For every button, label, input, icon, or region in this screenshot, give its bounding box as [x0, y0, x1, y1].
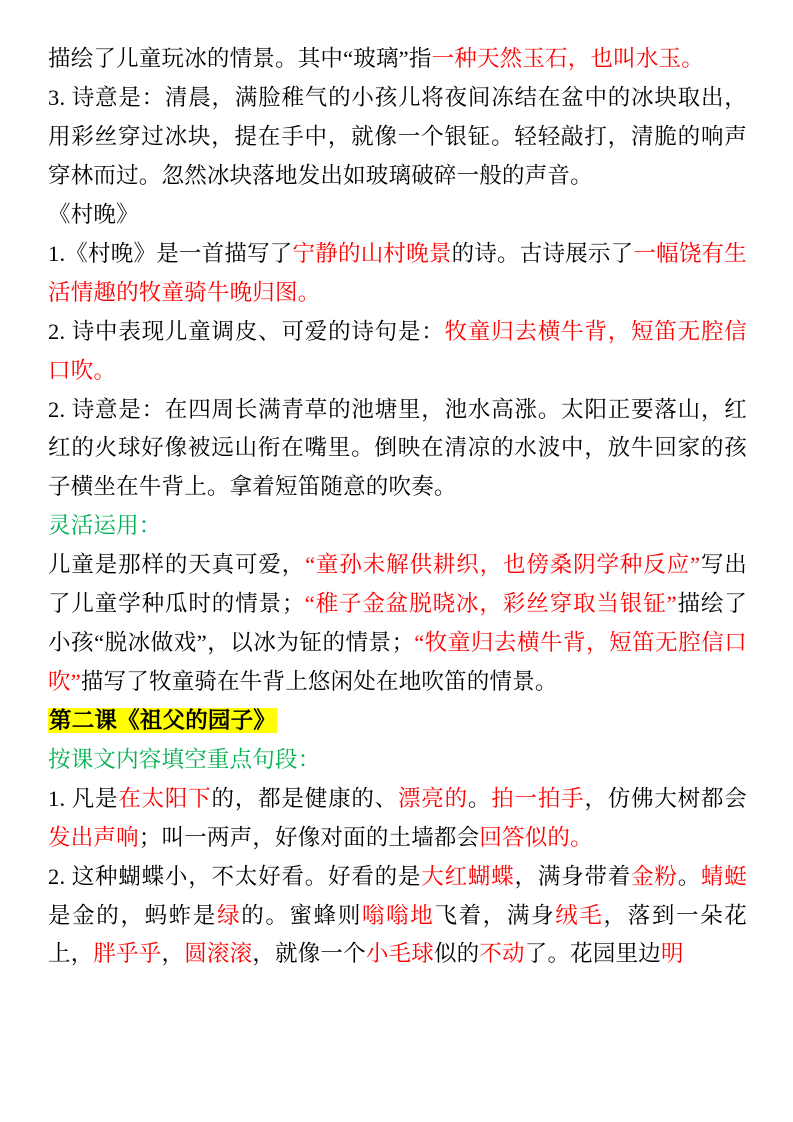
text-run: 明 [660, 941, 684, 967]
text-run: 金粉 [631, 863, 678, 889]
text-run: 嗡嗡地 [361, 902, 435, 928]
paragraph [48, 313, 747, 390]
text-run: 大红蝴蝶 [421, 863, 515, 889]
text-run: 的。蜜蜂则 [241, 902, 362, 928]
text-run: 的，都是健康的、 [211, 786, 398, 812]
paragraph [48, 546, 747, 701]
text-run: 写出了儿童学种瓜时的情景； [48, 552, 748, 617]
text-run: 是金的，蚂蚱是 [48, 902, 218, 928]
paragraph [48, 40, 747, 79]
text-run: 圆滚滚 [184, 941, 253, 967]
text-run: 描写了牧童骑在牛背上悠闲处在地吹笛的情景。 [80, 668, 558, 694]
text-run: 小毛球 [365, 941, 434, 967]
text-run: 描绘了小孩“脱冰做戏”，以冰为钲的情景； [48, 591, 748, 655]
text-run: ，落到一朵花上， [48, 902, 747, 967]
text-run: “童孙未解供耕织，也傍桑阴学种反应” [305, 552, 701, 578]
text-run: 2. 诗意是：在四周长满青草的池塘里，池水高涨。太阳正要落山，红红的火球好像被远山衔在嘴里。倒映在清凉的水波中，放牛回家的孩子横坐在牛背上。拿着短笛随意的吹奏。 [48, 396, 747, 500]
text-run: ，仿佛大树都会 [584, 786, 747, 812]
text-run: 牧童归去横牛背，短笛无腔信口吹。 [48, 318, 747, 383]
text-run: 。 [467, 786, 492, 812]
text-run: ， [161, 941, 185, 967]
paragraph [48, 702, 747, 741]
text-run: 1. 凡是 [48, 786, 119, 812]
text-run: 2. 诗中表现儿童调皮、可爱的诗句是： [48, 318, 445, 344]
text-run: 宁静的山村晚景 [292, 240, 452, 266]
text-run: 不动 [479, 941, 525, 967]
paragraph [48, 235, 747, 312]
text-run: 《村晚》 [48, 201, 139, 227]
text-run: 。 [677, 863, 701, 889]
paragraph [48, 780, 747, 857]
text-run: 灵活运用： [48, 513, 162, 539]
text-run: 胖乎乎 [93, 941, 162, 967]
text-run: 飞着，满身 [434, 902, 556, 928]
text-run: “稚子金盆脱晓冰，彩丝穿取当银钲” [304, 591, 677, 617]
text-run: “牧童归去横牛背，短笛无腔信口吹” [48, 629, 747, 694]
paragraph [48, 507, 747, 546]
text-run: 绿 [217, 902, 242, 928]
text-run: 回答似的。 [479, 824, 593, 850]
text-run: 绒毛 [555, 902, 604, 928]
paragraph [48, 79, 747, 195]
text-run: ，满身带着 [514, 863, 632, 889]
text-run: 蜻蜓 [701, 863, 748, 889]
text-run: 2. 这种蝴蝶小，不太好看。好看的是 [48, 863, 422, 889]
text-run: 按课文内容填空重点句段： [48, 746, 321, 772]
text-run: 漂亮的 [397, 786, 468, 812]
text-run: 描绘了儿童玩冰的情景。其中“玻璃”指 [48, 46, 432, 71]
text-run: ，就像一个 [252, 941, 366, 967]
highlighted-heading: 第二课《祖父的园子》 [49, 707, 277, 733]
paragraph [48, 858, 747, 974]
text-run: 了。花园里边 [524, 941, 661, 967]
text-run: 一种天然玉石，也叫水玉。 [431, 46, 704, 71]
text-run: 儿童是那样的天真可爱， [48, 552, 306, 578]
text-run: ；叫一两声，好像对面的土墙都会 [138, 824, 480, 850]
text-run: 的诗。古诗展示了 [451, 240, 634, 266]
text-run: 1.《村晚》是一首描写了 [48, 240, 293, 266]
paragraph [48, 741, 747, 780]
paragraph [48, 391, 747, 507]
text-run: 拍一拍手 [491, 786, 585, 812]
text-run: 3. 诗意是：清晨，满脸稚气的小孩儿将夜间冻结在盆中的冰块取出，用彩丝穿过冰块，提在手中，就像一个银钲。轻轻敲打，清脆的响声穿林而过。忽然冰块落地发出如玻璃破碎一般的声音。 [48, 85, 747, 188]
text-run: 在太阳下 [118, 786, 212, 812]
paragraph [48, 196, 747, 235]
text-run: 似的 [433, 941, 480, 967]
text-run: 发出声响 [48, 824, 139, 850]
document-body [48, 40, 747, 974]
text-run: 一幅饶有生活情趣的牧童骑牛晚归图。 [48, 240, 747, 305]
